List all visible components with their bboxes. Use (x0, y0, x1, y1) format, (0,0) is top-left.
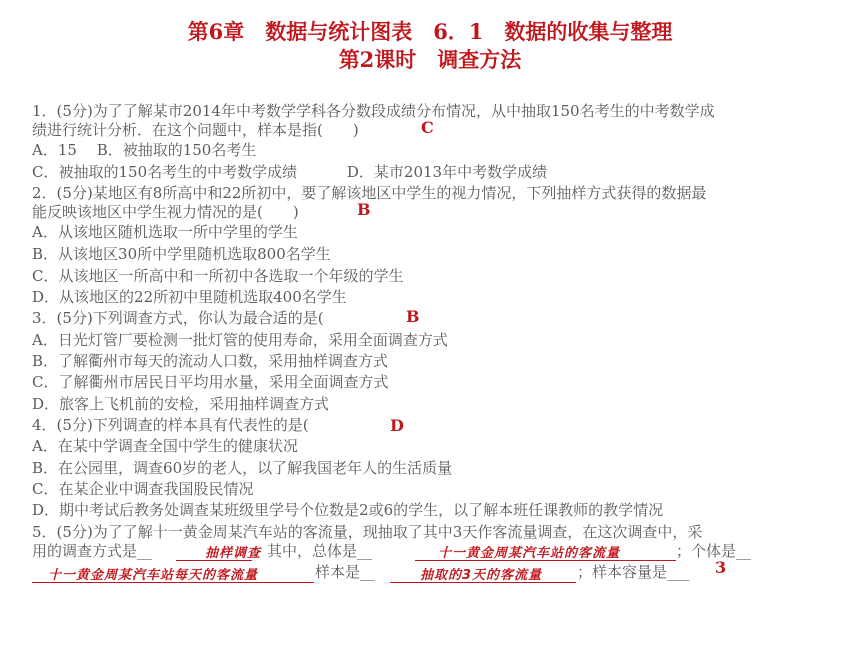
q5-sample-prompt: 样本是__ (315, 563, 376, 581)
q5-individual-underline (32, 582, 314, 583)
q2-option-b: B．从该地区30所中学里随机选取800名学生 (32, 245, 331, 263)
q4-option-c: C．在某企业中调查我国股民情况 (32, 480, 254, 498)
q5-sample-answer: 抽取的3天的客流量 (420, 568, 543, 583)
q3-option-c: C．了解衢州市居民日平均用水量，采用全面调查方式 (32, 373, 389, 391)
q4-option-a: A．在某中学调查全国中学生的健康状况 (32, 437, 298, 455)
q2-stem-line2: 能反映该地区中学生视力情况的是( ) (32, 203, 299, 221)
q1-options-cd: C．被抽取的150名考生的中考数学成绩 D．某市2013年中考数学成绩 (32, 163, 548, 181)
q1-stem-line2: 绩进行统计分析．在这个问题中，样本是指( ) (32, 121, 359, 139)
q3-stem: 3．(5分)下列调查方式，你认为最合适的是( (32, 309, 324, 327)
q2-answer: B (357, 200, 371, 219)
q1-answer: C (421, 118, 434, 137)
q3-option-b: B．了解衢州市每天的流动人口数，采用抽样调查方式 (32, 352, 389, 370)
q5-individual-prompt: ；个体是__ (676, 542, 752, 560)
q2-option-c: C．从该地区一所高中和一所初中各选取一个年级的学生 (32, 267, 404, 285)
q4-answer: D (390, 416, 404, 435)
q5-sample-size-prompt: ；样本容量是___ (577, 563, 690, 581)
q5-method-prompt: 用的调查方式是__ (32, 542, 153, 560)
q5-individual-answer: 十一黄金周某汽车站每天的客流量 (48, 568, 259, 583)
q4-stem: 4．(5分)下列调查的样本具有代表性的是( (32, 416, 309, 434)
lesson-title: 第2课时 调查方法 (338, 47, 522, 72)
q5-stem-line1: 5．(5分)为了了解十一黄金周某汽车站的客流量，现抽取了其中3天作客流量调查，在这次调查中，采 (32, 523, 703, 541)
q5-method-answer: 抽样调查 (205, 546, 262, 561)
q3-option-d: D．旅客上飞机前的安检，采用抽样调查方式 (32, 395, 330, 413)
q5-sample-underline (390, 582, 576, 583)
q5-population-underline (415, 560, 676, 561)
q1-stem-line1: 1．(5分)为了了解某市2014年中考数学学科各分数段成绩分布情况，从中抽取150名考生的中考数学成 (32, 102, 715, 120)
q5-population-prompt: ；其中，总体是__ (252, 542, 373, 560)
q1-options-ab: A．15 B．被抽取的150名考生 (32, 141, 257, 159)
q5-population-answer: 十一黄金周某汽车站的客流量 (438, 546, 621, 561)
q5-sample-size-answer: 3 (715, 558, 727, 577)
q4-option-d: D．期中考试后教务处调查某班级里学号个位数是2或6的学生，以了解本班任课教师的教学情况 (32, 501, 664, 519)
q4-option-b: B．在公园里，调查60岁的老人，以了解我国老年人的生活质量 (32, 459, 453, 477)
q2-option-d: D．从该地区的22所初中里随机选取400名学生 (32, 288, 347, 306)
q2-stem-line1: 2．(5分)某地区有8所高中和22所初中，要了解该地区中学生的视力情况，下列抽样方式获得的数据最 (32, 184, 707, 202)
q2-option-a: A．从该地区随机选取一所中学里的学生 (32, 223, 298, 241)
q3-option-a: A．日光灯管厂要检测一批灯管的使用寿命，采用全面调查方式 (32, 331, 448, 349)
q3-answer: B (406, 307, 420, 326)
chapter-title: 第6章 数据与统计图表 6．1 数据的收集与整理 (187, 19, 673, 44)
q5-method-underline (176, 560, 252, 561)
